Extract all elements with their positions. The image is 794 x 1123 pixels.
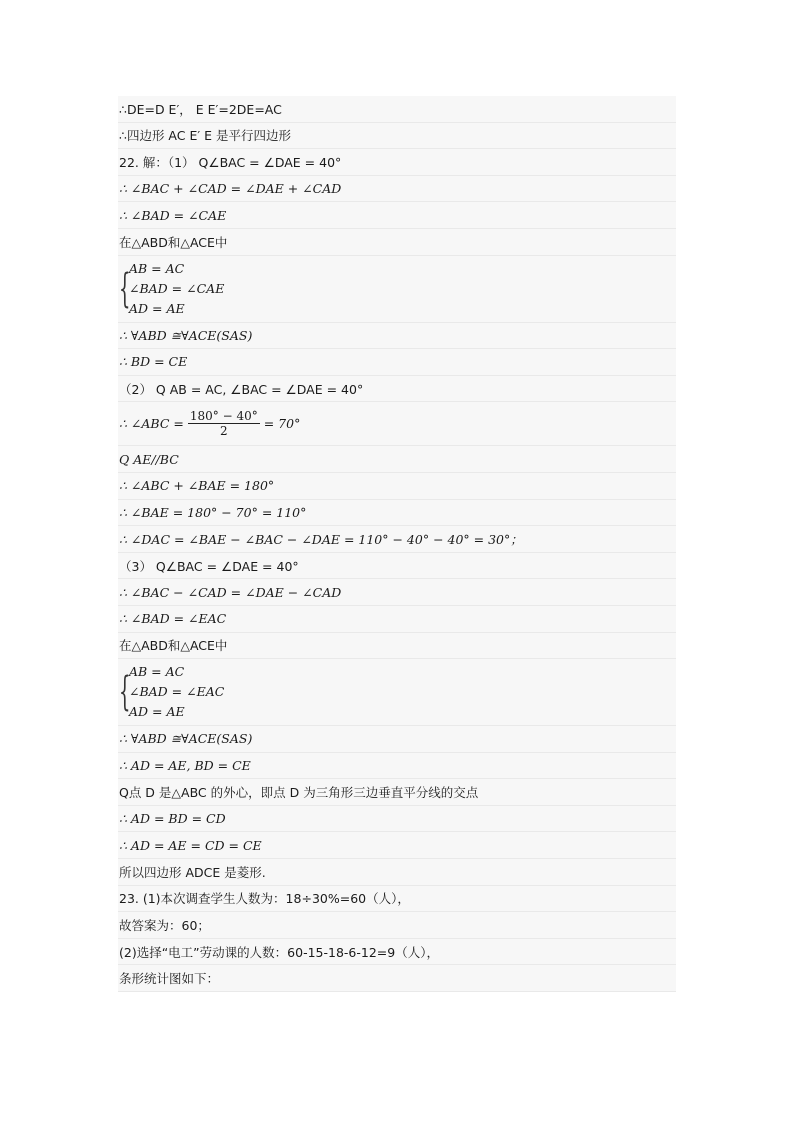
math-line: ∴ ∠BAD = ∠CAE [118, 202, 676, 229]
brace-icon: { [119, 669, 131, 716]
text-line: （3） Q∠BAC = ∠DAE = 40° [118, 553, 676, 580]
math-line: ∴ ∀ABD ≅∀ACE(SAS) [118, 323, 676, 350]
text-line: 故答案为：60； [118, 912, 676, 939]
math-line: ∴ ∀ABD ≅∀ACE(SAS) [118, 726, 676, 753]
math-line: ∴ AD = AE = CD = CE [118, 832, 676, 859]
brace-icon: { [119, 265, 131, 312]
math-line: ∴ ∠ABC + ∠BAE = 180° [118, 473, 676, 500]
math-line: Q AE//BC [118, 446, 676, 473]
fraction-suffix: = 70° [263, 416, 301, 432]
system-row: ∠BAD = ∠CAE [129, 280, 225, 296]
math-line: ∴ ∠DAC = ∠BAE − ∠BAC − ∠DAE = 110° − 40° − 40° = 30°； [118, 526, 676, 553]
fraction-line [118, 402, 676, 446]
math-line: ∴ BD = CE [118, 349, 676, 376]
text-line: 22. 解：（1） Q∠BAC = ∠DAE = 40° [118, 149, 676, 176]
text-line: (2)选择“电工”劳动课的人数：60-15-18-6-12=9（人）， [118, 939, 676, 966]
system-row: AD = AE [129, 704, 185, 720]
equation-system [118, 256, 676, 323]
equation-system [118, 659, 676, 726]
text-line: 条形统计图如下： [118, 965, 676, 992]
text-line: 23. (1)本次调查学生人数为：18÷30%=60（人）， [118, 886, 676, 913]
text-line: 所以四边形 ADCE 是菱形. [118, 859, 676, 886]
system-row: AB = AC [129, 664, 185, 680]
text-line: ∴四边形 AC E′ E 是平行四边形 [118, 123, 676, 150]
math-line: ∴ ∠BAE = 180° − 70° = 110° [118, 500, 676, 527]
system-row: ∠BAD = ∠EAC [129, 684, 225, 700]
document-body [118, 96, 676, 992]
text-line: ∴DE=D E′， E E′=2DE=AC [118, 96, 676, 123]
system-row: AD = AE [129, 300, 185, 316]
math-line: ∴ ∠BAC − ∠CAD = ∠DAE − ∠CAD [118, 579, 676, 606]
fraction-prefix: ∴ ∠ABC = [119, 416, 184, 432]
math-line: ∴ AD = BD = CD [118, 806, 676, 833]
math-line: ∴ ∠BAC + ∠CAD = ∠DAE + ∠CAD [118, 176, 676, 203]
system-row: AB = AC [129, 260, 185, 276]
fraction-denominator: 2 [219, 424, 228, 439]
text-line: （2） Q AB = AC, ∠BAC = ∠DAE = 40° [118, 376, 676, 403]
text-line: Q点 D 是△ABC 的外心，即点 D 为三角形三边垂直平分线的交点 [118, 779, 676, 806]
math-line: ∴ ∠BAD = ∠EAC [118, 606, 676, 633]
text-line: 在△ABD和△ACE中 [118, 229, 676, 256]
fraction [188, 409, 260, 438]
fraction-numerator: 180° − 40° [189, 409, 258, 424]
text-line: 在△ABD和△ACE中 [118, 633, 676, 660]
math-line: ∴ AD = AE, BD = CE [118, 753, 676, 780]
